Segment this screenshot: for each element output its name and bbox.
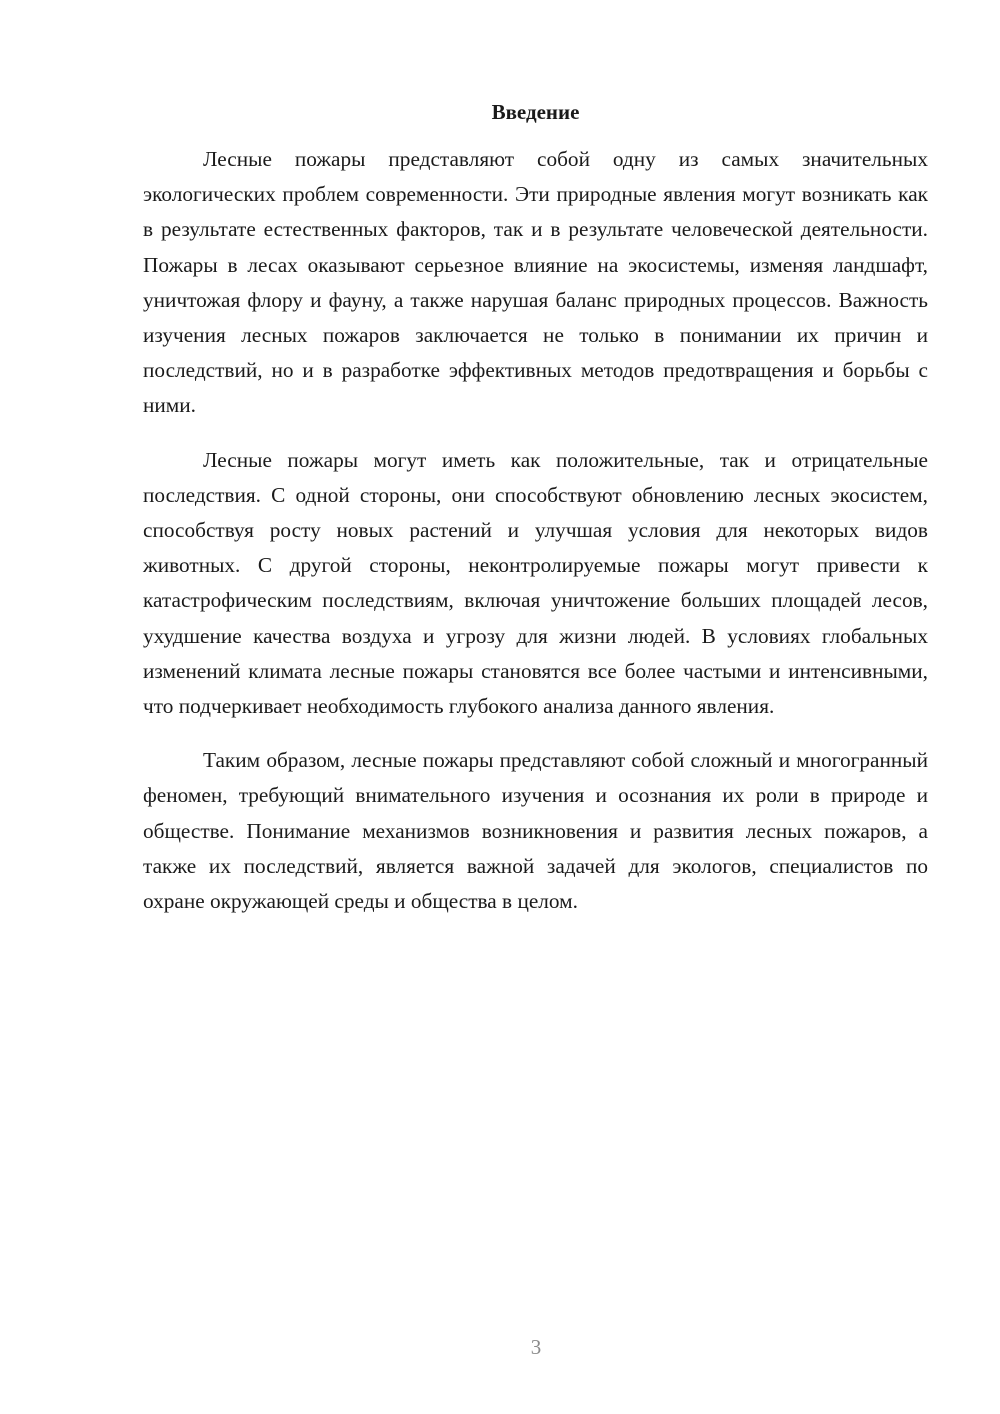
paragraph-1: Лесные пожары представляют собой одну из самых значительных экологических проблем современности. Эти природные явления могут возникать как в результате естественных факторов, так и в результате человеческой деятельности. Пожары в лесах оказывают серьезное влияние на экосистемы, изменяя ландшафт, уничтожая флору и фауну, а также нарушая баланс природных процессов. Важность изучения лесных пожаров заключается не только в понимании их причин и последствий, но и в разработке эффективных методов предотвращения и борьбы с ними.	[143, 147, 928, 418]
paragraph-3: Таким образом, лесные пожары представляют собой сложный и многогранный феномен, требующий внимательного изучения и осознания их роли в природе и обществе. Понимание механизмов возникновения и развития лесных пожаров, а также их последствий, является важной задачей для экологов, специалистов по охране окружающей среды и общества в целом.	[143, 748, 928, 914]
paragraph-2: Лесные пожары могут иметь как положительные, так и отрицательные последствия. С одной стороны, они способствуют обновлению лесных экосистем, способствуя росту новых растений и улучшая условия для некоторых видов животных. С другой стороны, неконтролируемые пожары могут привести к катастрофическим последствиям, включая уничтожение больших площадей лесов, ухудшение качества воздуха и угрозу для жизни людей. В условиях глобальных изменений климата лесные пожары становятся все более частыми и интенсивными, что подчеркивает необходимость глубокого анализа данного явления.	[143, 447, 928, 719]
section-heading: Введение	[491, 100, 580, 124]
page-number: 3	[530, 1335, 542, 1359]
page-content	[143, 96, 928, 938]
